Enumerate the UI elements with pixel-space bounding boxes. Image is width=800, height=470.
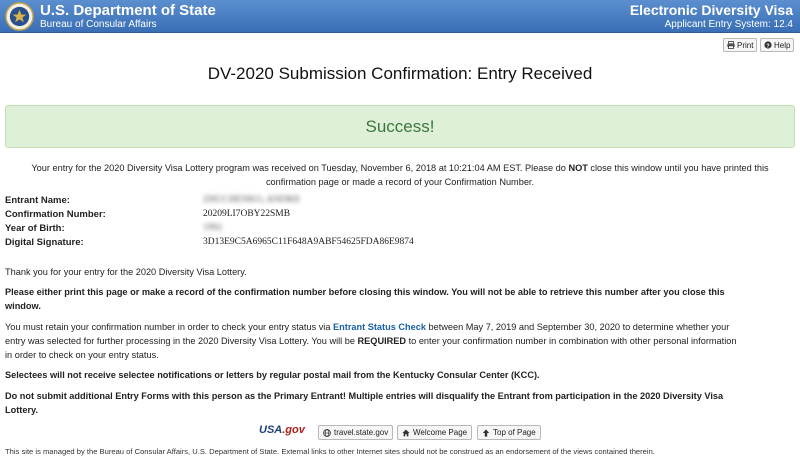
success-text: Success! xyxy=(365,116,435,136)
page-title: DV-2020 Submission Confirmation: Entry Received xyxy=(207,64,593,83)
svg-text:?: ? xyxy=(766,43,770,49)
no-additional-line-1: Do not submit additional Entry Forms with this person as the Primary Entrant! Multiple entries will disqualify the Entrant from participation in the 2020 Diversity Visa xyxy=(5,391,724,401)
travel-state-gov-label: travel.state.gov xyxy=(334,428,389,437)
retain-paragraph xyxy=(5,320,795,362)
system-subtitle: Applicant Entry System: 12.4 xyxy=(664,19,793,30)
digital-signature-value: 3D13E9C5A6965C11F648A9ABF54625FDA86E9874 xyxy=(203,237,414,247)
help-icon xyxy=(764,41,772,49)
selectees-notice: Selectees will not receive selectee notifications or letters by regular postal mail from the Kentucky Consular Center (KCC). xyxy=(5,370,540,380)
site-disclaimer: This site is managed by the Bureau of Consular Affairs, U.S. Department of State. External links to other Internet sites should not be construed as an endorsement of the views contained therein. xyxy=(5,447,655,456)
welcome-page-label: Welcome Page xyxy=(413,428,468,437)
digital-signature-row xyxy=(5,237,414,251)
year-of-birth-label: Year of Birth: xyxy=(5,223,65,234)
page-header xyxy=(0,0,800,33)
retain-text-1a: You must retain your confirmation number in order to check your entry status via xyxy=(5,322,334,332)
print-warning-line-1: Please either print this page or make a record of the confirmation number before closing this window. You will not be able to retrieve this number after you close this xyxy=(5,287,725,297)
top-of-page-button[interactable] xyxy=(477,425,541,440)
no-additional-line-2: Lottery. xyxy=(5,405,39,415)
digital-signature-label: Digital Signature: xyxy=(5,237,84,248)
intro-text-3: confirmation page or made a record of your Confirmation Number. xyxy=(265,177,535,187)
entrant-status-check-link[interactable]: Entrant Status Check xyxy=(333,322,426,332)
arrow-up-icon xyxy=(482,429,490,437)
welcome-page-button[interactable] xyxy=(397,425,472,440)
confirmation-number-row xyxy=(5,209,414,223)
year-of-birth-value: 1992 xyxy=(203,223,222,233)
department-title: U.S. Department of State xyxy=(40,2,216,19)
home-icon xyxy=(402,429,410,437)
usagov-logo-link[interactable] xyxy=(259,424,313,442)
intro-not: NOT xyxy=(568,163,588,173)
entrant-name-value: ZHUCHENKO, ANDRII xyxy=(203,195,300,205)
confirmation-number-label: Confirmation Number: xyxy=(5,209,106,220)
top-of-page-label: Top of Page xyxy=(493,428,536,437)
usagov-logo xyxy=(259,424,305,436)
travel-state-gov-button[interactable] xyxy=(318,425,393,440)
globe-icon xyxy=(323,429,331,437)
help-label: Help xyxy=(774,40,791,50)
print-label: Print xyxy=(737,40,754,50)
help-button[interactable] xyxy=(760,38,794,52)
entrant-info-table xyxy=(5,195,414,251)
retain-text-2b: to enter your confirmation number in combination with other personal information xyxy=(406,336,737,346)
retain-required: REQUIRED xyxy=(357,336,407,346)
entrant-name-label: Entrant Name: xyxy=(5,195,70,206)
print-button[interactable] xyxy=(723,38,757,52)
retain-text-1b: between May 7, 2019 and September 30, 2020 to determine whether your xyxy=(425,322,730,332)
retain-text-3: in order to check on your entry status. xyxy=(5,350,159,360)
intro-text-1: Your entry for the 2020 Diversity Visa Lottery program was received on Tuesday, November 6, 2018 at 10:21:04 AM EST. Please do xyxy=(31,163,569,173)
system-title: Electronic Diversity Visa xyxy=(629,2,793,18)
success-banner xyxy=(5,105,795,148)
department-subtitle: Bureau of Consular Affairs xyxy=(40,19,157,30)
print-warning xyxy=(5,285,795,313)
usagov-gov: .gov xyxy=(282,424,305,436)
thanks-text: Thank you for your entry for the 2020 Diversity Visa Lottery. xyxy=(5,267,247,277)
entrant-name-row xyxy=(5,195,414,209)
printer-icon xyxy=(727,41,735,49)
print-warning-line-2: window. xyxy=(5,301,41,311)
retain-text-2a: entry was selected for further processing in the 2020 Diversity Visa Lottery. You will be xyxy=(5,336,358,346)
intro-paragraph xyxy=(5,161,795,189)
no-additional-entries-warning xyxy=(5,389,795,417)
intro-text-2: close this window until you have printed this xyxy=(587,163,769,173)
confirmation-number-value: 20209LI7OBY22SMB xyxy=(203,209,291,219)
usagov-usa: USA xyxy=(259,424,283,436)
year-of-birth-row xyxy=(5,223,414,237)
department-seal-icon xyxy=(5,2,34,31)
